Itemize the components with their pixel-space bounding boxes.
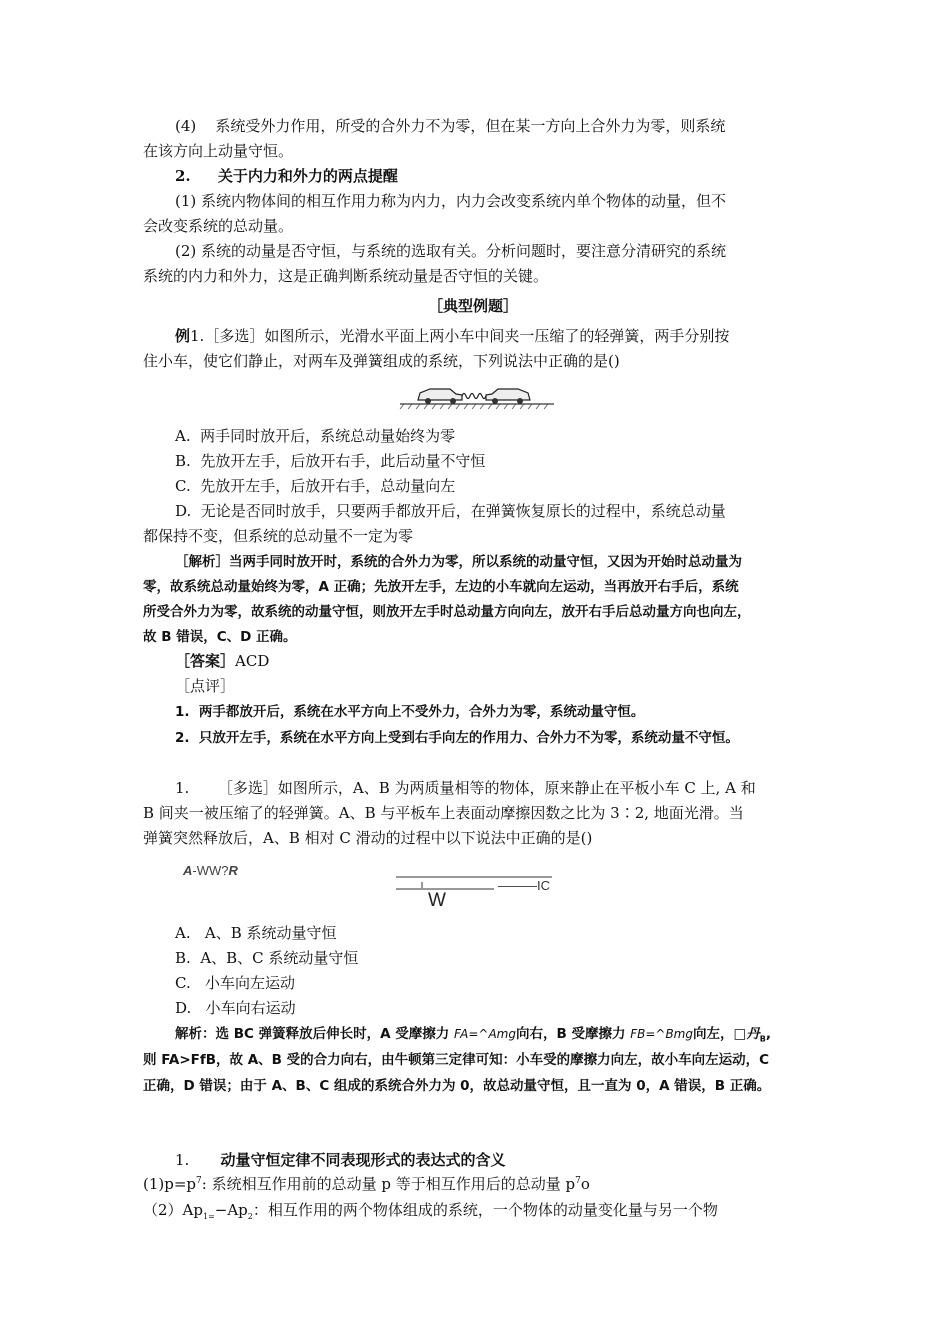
- question-line: 1. ［多选］如图所示，A、B 为两质量相等的物体，原来静止在平板小车 C 上, A 和: [175, 779, 756, 797]
- section-title: ［典型例题］: [428, 297, 519, 315]
- answer-value: ACD: [235, 652, 270, 670]
- formula-line: [143, 1174, 590, 1194]
- analysis-line: 故 B 错误，C、D 正确。: [143, 629, 297, 645]
- formula-line: [143, 1200, 718, 1220]
- figure-b: R: [228, 863, 238, 878]
- heading-number: 2.: [175, 167, 191, 185]
- analysis-text: 选 BC 弹簧释放后伸长时，A 受摩擦力: [215, 1026, 454, 1042]
- subscript: 2: [247, 1212, 253, 1221]
- heading-title: 动量守恒定律不同表现形式的表达式的含义: [220, 1151, 506, 1169]
- example-line: 住小车，使它们静止，对两车及弹簧组成的系统，下列说法中正确的是(): [143, 352, 620, 370]
- analysis-line: 所受合外力为零，故系统的动量守恒，则放开左手时总动量方向向左，放开右手后总动量方向也向左，: [143, 604, 751, 620]
- comment-item: 2. 只放开左手，系统在水平方向上受到右手向左的作用力、合外力不为零，系统动量不守恒。: [175, 730, 739, 746]
- ocr-glyph: □丹: [733, 1026, 760, 1042]
- analysis-text: 当两手同时放开时，系统的合外力为零，所以系统的动量守恒，又因为开始时总动量为: [229, 554, 742, 570]
- heading-number: 1.: [175, 1151, 190, 1169]
- analysis-line: [175, 552, 742, 572]
- figure-a: A: [183, 863, 193, 878]
- comment-label: ［点评］: [175, 677, 236, 695]
- formula-text: : 系统相互作用前的总动量 p 等于相互作用后的总动量 p: [201, 1175, 576, 1193]
- paragraph-line: 会改变系统的总动量。: [143, 217, 294, 235]
- option-d: D. 无论是否同时放手，只要两手都放开后，在弹簧恢复原长的过程中，系统总动量: [175, 502, 726, 520]
- option-d-cont: 都保持不变，但系统的总动量不一定为零: [143, 527, 414, 545]
- subscript: 1=: [202, 1212, 215, 1221]
- figure-label-c: ———IC: [498, 878, 550, 893]
- analysis-line: 正确，D 错误；由于 A、B、C 组成的系统合外力为 0，故总动量守恒，且一直为 0，A 错误，B 正确。: [143, 1078, 771, 1094]
- answer-line: [175, 651, 269, 671]
- analysis-label: 解析：: [175, 1026, 216, 1042]
- analysis-label: ［解析］: [175, 554, 229, 570]
- option-c: C. 先放开左手，后放开右手，总动量向左: [175, 477, 456, 495]
- paragraph-line: 系统的内力和外力，这是正确判断系统动量是否守恒的关键。: [143, 267, 549, 285]
- superscript: 7: [575, 1176, 581, 1186]
- analysis-text: ,: [765, 1026, 772, 1042]
- figure-label-w: W: [428, 890, 446, 911]
- formula-fb: FB=^Bmg: [630, 1027, 693, 1041]
- paragraph-line: (1) 系统内物体间的相互作用力称为内力，内力会改变系统内单个物体的动量，但不: [175, 192, 727, 210]
- figure-spring: -WW?: [192, 863, 229, 878]
- option-c: C. 小车向左运动: [175, 974, 296, 992]
- heading-title: 关于内力和外力的两点提醒: [217, 167, 398, 185]
- option-b: B. A、B、C 系统动量守恒: [175, 949, 359, 967]
- paragraph-line: (4) 系统受外力作用，所受的合外力不为零，但在某一方向上合外力为零，则系统: [175, 117, 726, 135]
- formula-text: o: [580, 1175, 590, 1193]
- option-b: B. 先放开左手，后放开右手，此后动量不守恒: [175, 452, 486, 470]
- option-a: A. 两手同时放开后，系统总动量始终为零: [175, 427, 456, 445]
- analysis-text: 向右，B 受摩擦力: [516, 1026, 631, 1042]
- formula-text: ：相互作用的两个物体组成的系统，一个物体的动量变化量与另一个物: [252, 1201, 718, 1219]
- example-label: 例: [175, 327, 191, 345]
- answer-label: ［答案］: [175, 652, 236, 670]
- formula-text: (1)p=p: [143, 1175, 197, 1193]
- option-a: A. A、B 系统动量守恒: [175, 924, 337, 942]
- example-text: 1.［多选］如图所示，光滑水平面上两小车中间夹一压缩了的轻弹簧，两手分别按: [190, 327, 730, 345]
- formula-fa: FA=^Amg: [453, 1027, 516, 1041]
- figure-label-ab: [183, 861, 238, 881]
- carts-spring-figure: [398, 384, 556, 410]
- question-line: B 间夹一被压缩了的轻弹簧。A、B 与平板车上表面动摩擦因数之比为 3∶2, 地面光滑。当: [143, 804, 744, 822]
- section-heading: [175, 166, 398, 186]
- superscript: 7: [196, 1176, 202, 1186]
- subscript: B: [759, 1034, 766, 1044]
- question-line: 弹簧突然释放后，A、B 相对 C 滑动的过程中以下说法中正确的是(): [143, 829, 593, 847]
- example-line: [175, 326, 729, 346]
- analysis-text: 向左，: [693, 1026, 734, 1042]
- paragraph-line: 在该方向上动量守恒。: [143, 142, 294, 160]
- formula-text: −Ap: [214, 1201, 248, 1219]
- formula-text: （2）Ap: [143, 1201, 203, 1219]
- analysis-line: 零，故系统总动量始终为零，A 正确；先放开左手，左边的小车就向左运动，当再放开右手后，系统: [143, 579, 739, 595]
- option-d: D. 小车向右运动: [175, 999, 296, 1017]
- paragraph-line: (2) 系统的动量是否守恒，与系统的选取有关。分析问题时，要注意分清研究的系统: [175, 242, 727, 260]
- analysis-line: [175, 1024, 771, 1044]
- section-heading: [175, 1150, 506, 1170]
- comment-item: 1. 两手都放开后，系统在水平方向上不受外力，合外力为零，系统动量守恒。: [175, 704, 645, 720]
- analysis-line: 则 FA>FfB，故 A、B 受的合力向右，由牛顿第三定律可知：小车受的摩擦力向左，故小车向左运动，C: [143, 1052, 770, 1068]
